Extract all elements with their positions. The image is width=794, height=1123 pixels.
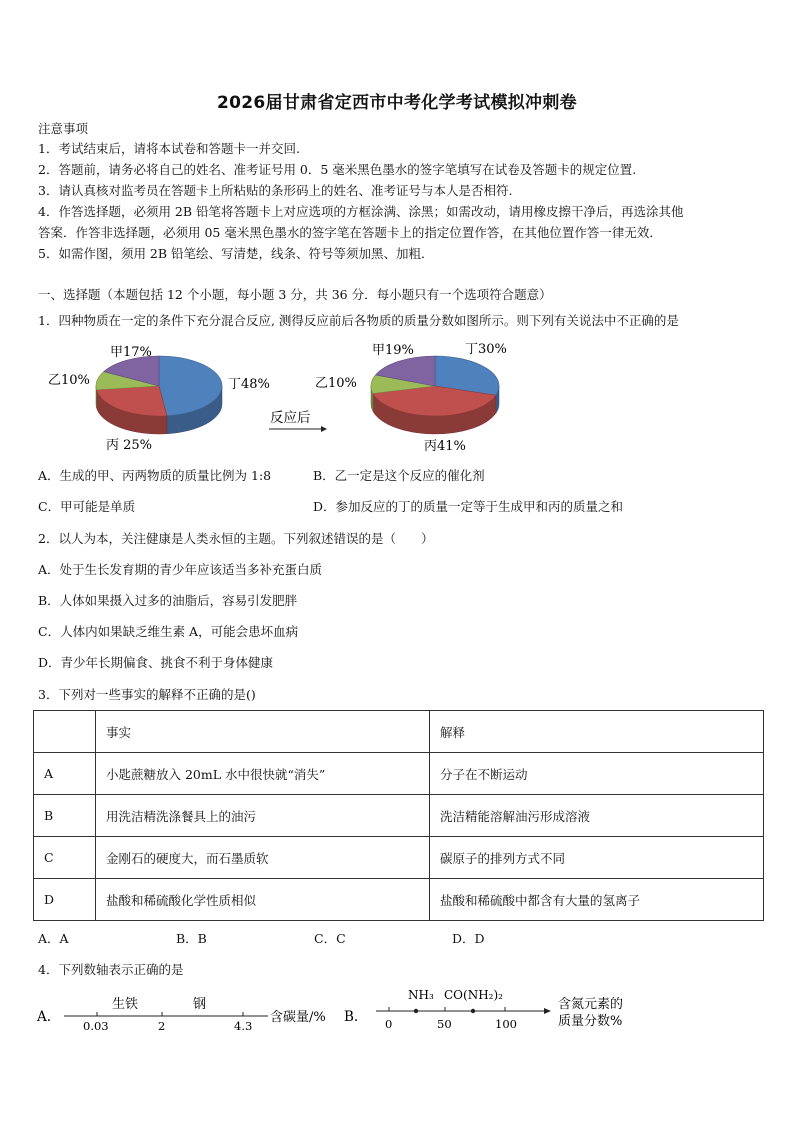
table-cell: D <box>34 879 96 921</box>
table-cell: 盐酸和稀硫酸中都含有大量的氢离子 <box>430 879 764 921</box>
question-1-stem: 1．四种物质在一定的条件下充分混合反应, 测得反应前后各物质的质量分数如图所示。则下列有关说法中不正确的是 <box>38 313 679 328</box>
number-axes <box>30 984 680 1040</box>
table-cell: A <box>34 753 96 795</box>
table-cell: 小匙蔗糖放入 20mL 水中很快就“消失” <box>96 753 430 795</box>
axis-a-unit-label: 含碳量/% <box>270 1010 326 1025</box>
pie-after-label-yi: 乙10% <box>315 376 357 391</box>
notice-item: 2．答题前，请务必将自己的姓名、准考证号用 0．5 毫米黑色墨水的签字笔填写在试卷及答题卡的规定位置. <box>38 162 637 177</box>
notice-item: 4．作答选择题，必须用 2B 铅笔将答题卡上对应选项的方框涂满、涂黑；如需改动，请用橡皮擦干净后，再选涂其他 <box>38 204 684 219</box>
pie-after-label-ding: 丁30% <box>465 342 507 357</box>
question-2-stem: 2．以人为本，关注健康是人类永恒的主题。下列叙述错误的是（ ） <box>38 531 434 546</box>
table-row <box>34 795 764 837</box>
axis-a-tick-label: 2 <box>158 1019 166 1033</box>
table-cell: 洗洁精能溶解油污形成溶液 <box>430 795 764 837</box>
axis-b-tick-label: 50 <box>437 1017 452 1031</box>
table-cell: 碳原子的排列方式不同 <box>430 837 764 879</box>
reaction-arrow-label: 反应后 <box>270 410 311 426</box>
notice-item: 3．请认真核对监考员在答题卡上所粘贴的条形码上的姓名、准考证号与本人是否相符. <box>38 183 513 198</box>
axis-b-unit-label-1: 含氮元素的 <box>558 997 624 1012</box>
axis-a-label-pig-iron: 生铁 <box>112 997 139 1012</box>
table-cell: 分子在不断运动 <box>430 753 764 795</box>
axis-a-letter: A. <box>37 1009 52 1025</box>
table-row <box>34 753 764 795</box>
notice-item: 1．考试结束后，请将本试卷和答题卡一并交回. <box>38 141 300 156</box>
pie-before-label-bing: 丙 25% <box>106 438 153 453</box>
table-cell: C <box>34 837 96 879</box>
q2-option-b: B．人体如果摄入过多的油脂后，容易引发肥胖 <box>38 593 298 608</box>
pie-before-label-yi: 乙10% <box>48 373 90 388</box>
question-3-stem: 3．下列对一些事实的解释不正确的是() <box>38 687 256 702</box>
table-header-row <box>34 711 764 753</box>
q1-option-a: A．生成的甲、丙两物质的质量比例为 1:8 <box>38 468 272 483</box>
table-cell: 金刚石的硬度大，而石墨质软 <box>96 837 430 879</box>
axis-a-tick-label: 0.03 <box>83 1019 109 1033</box>
pie-after-label-jia: 甲19% <box>372 343 414 358</box>
facts-table <box>33 710 764 921</box>
table-row <box>34 879 764 921</box>
q2-option-a: A．处于生长发育期的青少年应该适当多补充蛋白质 <box>38 562 323 577</box>
q3-answer-a: A．A <box>38 931 69 946</box>
table-header-cell: 事实 <box>96 711 430 753</box>
axis-b-arrowhead <box>544 1008 551 1014</box>
axis-a-label-steel: 钢 <box>193 997 207 1012</box>
axis-b-label-urea: CO(NH₂)₂ <box>444 988 503 1002</box>
axis-b-tick-label: 0 <box>385 1017 393 1031</box>
q2-option-c: C．人体内如果缺乏维生素 A，可能会患坏血病 <box>38 624 299 639</box>
q2-option-d: D．青少年长期偏食、挑食不利于身体健康 <box>38 655 274 670</box>
reaction-arrow-head <box>321 426 327 432</box>
pie-figure <box>40 336 560 458</box>
q1-option-b: B．乙一定是这个反应的催化剂 <box>313 468 485 483</box>
table-cell: B <box>34 795 96 837</box>
section-heading: 一、选择题（本题包括 12 个小题，每小题 3 分，共 36 分．每小题只有一个选项符合题意） <box>38 287 552 302</box>
axis-b-tick-label: 100 <box>495 1017 517 1031</box>
q1-option-c: C．甲可能是单质 <box>38 499 136 514</box>
axis-b-label-nh3: NH₃ <box>408 988 434 1002</box>
axis-b-letter: B. <box>344 1009 359 1025</box>
notice-heading: 注意事项 <box>38 121 89 136</box>
table-row <box>34 837 764 879</box>
q3-answer-d: D．D <box>452 931 485 946</box>
pie-before-label-jia: 甲17% <box>110 345 152 360</box>
table-header-cell <box>34 711 96 753</box>
notice-item: 5．如需作图，须用 2B 铅笔绘、写清楚，线条、符号等须加黑、加粗． <box>38 246 434 261</box>
page-title: 2026届甘肃省定西市中考化学考试模拟冲刺卷 <box>217 93 577 113</box>
pie-before-label-ding: 丁48% <box>228 377 270 392</box>
notice-item: 答案．作答非选择题，必须用 05 毫米黑色墨水的签字笔在答题卡上的指定位置作答，在其他位置作答一律无效． <box>38 225 662 240</box>
table-cell: 用洗洁精洗涤餐具上的油污 <box>96 795 430 837</box>
axis-a-tick-label: 4.3 <box>234 1019 253 1033</box>
table-header-cell: 解释 <box>430 711 764 753</box>
pie-after <box>371 356 499 434</box>
table-cell: 盐酸和稀硫酸化学性质相似 <box>96 879 430 921</box>
axis-b-unit-label-2: 质量分数% <box>558 1014 623 1029</box>
q3-answer-b: B．B <box>176 931 207 946</box>
q3-answer-c: C．C <box>314 931 346 946</box>
q1-option-d: D．参加反应的丁的质量一定等于生成甲和丙的质量之和 <box>313 499 624 514</box>
axis-b-point-nh3 <box>414 1009 418 1013</box>
pie-after-label-bing: 丙41% <box>424 439 466 454</box>
pie-before <box>96 356 222 434</box>
question-4-stem: 4．下列数轴表示正确的是 <box>38 962 184 977</box>
axis-b-point-urea <box>471 1009 475 1013</box>
